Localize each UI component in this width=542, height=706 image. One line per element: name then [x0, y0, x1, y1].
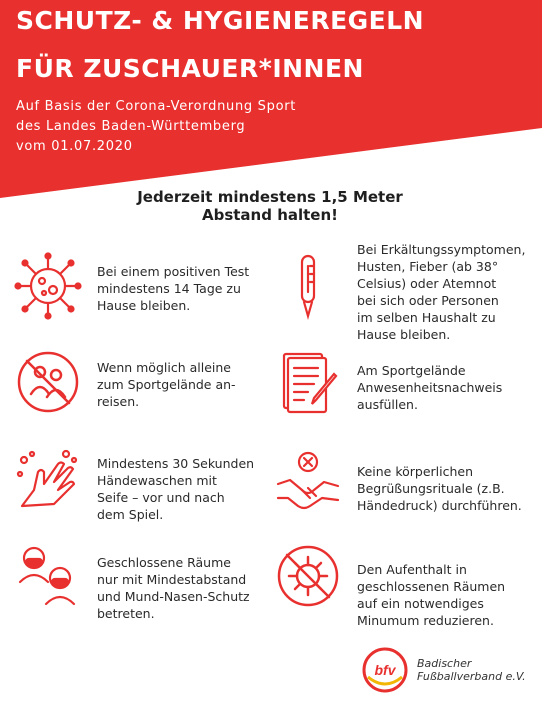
- subtitle-line-3: vom 01.07.2020: [16, 139, 133, 154]
- thermometer-icon: [274, 252, 342, 320]
- bfv-logo-text: Badischer Fußballverband e.V.: [417, 657, 526, 683]
- header-banner: [0, 0, 542, 200]
- no-virus-icon: [274, 542, 342, 610]
- bfv-logo-mark-text: bfv: [374, 662, 396, 678]
- document-pen-icon: [274, 348, 342, 416]
- subtitle-line-1: Auf Basis der Corona-Verordnung Sport: [16, 99, 297, 114]
- subtitle-line-2: des Landes Baden-Württemberg: [16, 119, 246, 134]
- rule-travel-alone: Wenn möglich alleine zum Sportgelände an- reisen.: [97, 360, 236, 409]
- rule-no-handshake: Keine körperlichen Begrüßungsrituale (z.B. Händedruck) durchführen.: [357, 464, 522, 513]
- headline: Jederzeit mindestens 1,5 Meter Abstand halten!: [137, 188, 403, 224]
- bfv-logo-mark: [362, 647, 408, 693]
- rule-attendance: Am Sportgelände Anwesenheitsnachweis ausfüllen.: [357, 363, 503, 412]
- bfv-logo: [362, 645, 532, 695]
- title-line-1: SCHUTZ- & HYGIENEREGELN: [16, 6, 425, 35]
- rule-reduce-indoor: Den Aufenthalt in geschlossenen Räumen auf ein notwendiges Minumum reduzieren.: [357, 562, 506, 628]
- handwashing-icon: [14, 446, 82, 514]
- rule-symptoms: Bei Erkältungssymptomen, Husten, Fieber (ab 38° Celsius) oder Atemnot bei sich oder Personen im selben Haushalt zu Hause bleiben.: [357, 242, 526, 342]
- rule-positive-test: Bei einem positiven Test mindestens 14 Tage zu Hause bleiben.: [97, 264, 250, 313]
- rule-handwashing: Mindestens 30 Sekunden Händewaschen mit Seife – vor und nach dem Spiel.: [97, 456, 255, 522]
- no-handshake-icon: [274, 446, 342, 514]
- rule-masks: Geschlossene Räume nur mit Mindestabstand und Mund-Nasen-Schutz betreten.: [97, 555, 250, 621]
- title-line-2: FÜR ZUSCHAUER*INNEN: [16, 54, 364, 83]
- face-mask-icon: [14, 542, 82, 610]
- no-group-icon: [14, 348, 82, 416]
- virus-icon: [14, 252, 82, 320]
